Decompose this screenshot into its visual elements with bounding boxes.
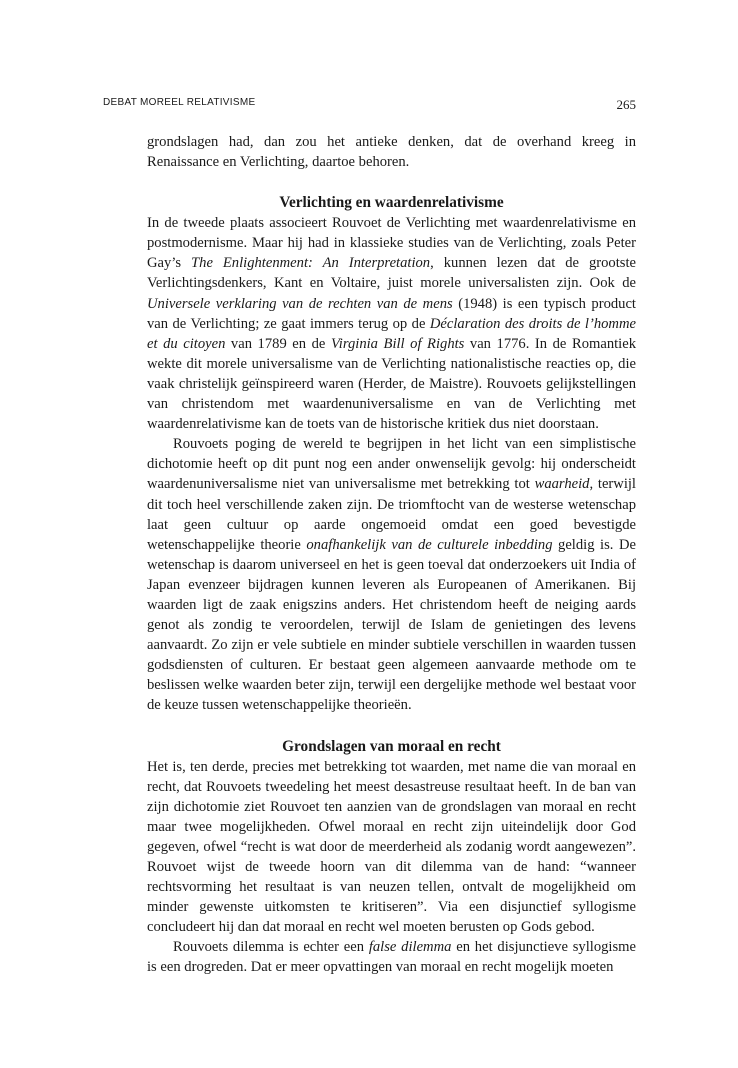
paragraph-grondslagen: Het is, ten derde, precies met betrekking tot waarden, met name die van moraal en recht, dat Rouvoets tweedeling het meest desastreuse resultaat heeft. In de ban van zijn dichotomie ziet Rouvoet ten aanzien van de grondslagen van moraal en recht maar twee mogelijkheden. Ofwel moraal en recht zijn uiteindelijk door God gegeven, ofwel “recht is wat door de meerderheid als zodanig wordt aangewezen”. Rouvoet wijst de tweede hoorn van dit dilemma van de hand: “wanneer rechtsvorming het resultaat is van neuzen tellen, ontvalt de mogelijkheid om minder gewenste uitkomsten te kritiseren”. Via een disjunctief syllogisme concludeert hij dan dat moraal en recht wel moeten berusten op Gods gebod.	[147, 758, 636, 936]
paragraph-verlichting	[147, 213, 636, 434]
text-run: , terwijl dit toch heel verschillende zaken zijn. De triomftocht van de westerse wetenschap laat geen cultuur op aarde ongemoeid omdat een goed bevestigde wetenschappelijke theorie	[147, 476, 636, 553]
italic-waarheid: waarheid	[534, 476, 590, 493]
text-run: Rouvoets poging de wereld te begrijpen in het licht van een simplistische dichotomie heeft op dit punt nog een ander onwenselijk gevolg: hij onderscheidt waardenuniversalisme niet van universalisme met betrekking tot	[147, 436, 636, 493]
text-run: In de tweede plaats associeert Rouvoet de Verlichting met waardenrelativisme en postmodernisme. Maar hij had in klassieke studies van de Verlichting, zoals Peter Gay’s	[147, 215, 636, 272]
running-head	[103, 97, 636, 117]
paragraph-continuation: grondslagen had, dan zou het antieke denken, dat de overhand kreeg in Renaissance en Verlichting, daartoe behoren.	[147, 134, 636, 171]
text-run: en het disjunctieve syllogisme is een drogreden. Dat er meer opvattingen van moraal en recht mogelijk moeten	[147, 939, 636, 976]
paragraph-dichotomie	[147, 434, 636, 715]
page-number: 265	[616, 97, 636, 112]
text-run: geldig is. De wetenschap is daarom universeel en het is geen toeval dat onderzoekers uit India of Japan evenzeer bijdragen kunnen leveren als Europeanen of Amerikanen. Bij waarden ligt de zaak enigszins anders. Het christendom heeft de neiging aards genot als zondig te veroordelen, terwijl de Islam de genietingen des levens aanvaardt. Zo zijn er vele subtiele en minder subtiele verschillen in waarden tussen godsdiensten of culturen. Er bestaat geen algemeen aanvaarde methode om te beslissen welke waarden beter zijn, terwijl een dergelijke methode wel bestaat voor de keuze tussen wetenschappelijke theorieën.	[147, 536, 636, 714]
italic-title-enlightenment: The Enlightenment: An Interpretation	[191, 255, 431, 272]
text-run: Rouvoets dilemma is echter een	[173, 939, 369, 956]
italic-title-universele-verklaring: Universele verklaring van de rechten van de mens	[147, 295, 453, 312]
running-head-title: DEBAT MOREEL RELATIVISME	[103, 97, 256, 108]
italic-onafhankelijk: onafhankelijk van de culturele inbedding	[306, 536, 553, 553]
text-run: (1948) is een typisch product van de Verlichting; ze gaat immers terug op de	[147, 295, 636, 332]
text-run: van 1776. In de Romantiek wekte dit morele universalisme van de Verlichting nationalistische reacties op, die vaak christelijk geïnspireerd waren (Herder, de Maistre). Rouvoets gelijkstellingen van christendom met waardenuniversalisme en van de Verlichting met waardenrelativisme kan de toets van de historische kritiek dus niet doorstaan.	[147, 335, 636, 433]
body-text	[147, 132, 636, 978]
italic-title-virginia-bill: Virginia Bill of Rights	[330, 335, 465, 352]
text-run: , kunnen lezen dat de grootste Verlichtingsdenkers, Kant en Voltaire, juist morele universalisten zijn. Ook de	[147, 255, 636, 292]
paragraph-dilemma	[147, 937, 636, 977]
section-heading-grondslagen: Grondslagen van moraal en recht	[282, 737, 501, 755]
text-run: van 1789 en de	[225, 335, 331, 352]
italic-false-dilemma: false dilemma	[368, 939, 452, 956]
italic-title-declaration: Déclaration des droits de l’homme et du citoyen	[147, 315, 636, 352]
section-heading-verlichting: Verlichting en waardenrelativisme	[279, 194, 504, 212]
